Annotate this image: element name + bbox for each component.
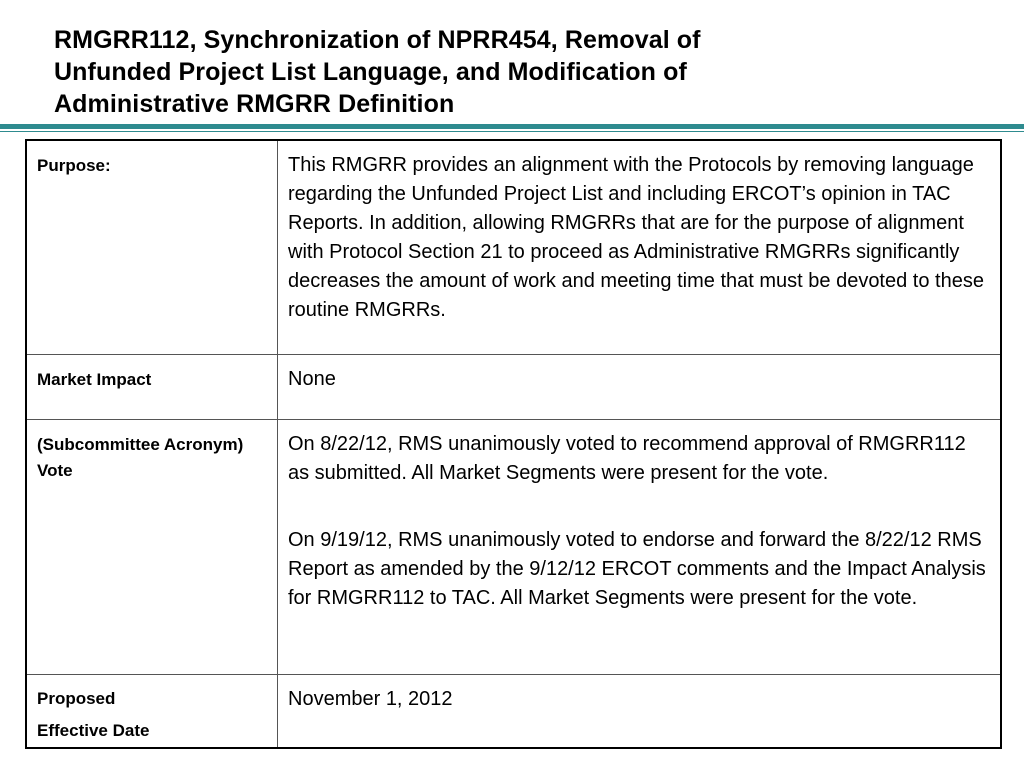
title-line-1: RMGRR112, Synchronization of NPRR454, Removal of [54, 26, 701, 54]
table-row-purpose [26, 140, 1001, 354]
effective-date-value [278, 675, 1000, 714]
effective-date-value-cell [278, 674, 1002, 748]
market-impact-value-cell [278, 354, 1002, 419]
vote-label: (Subcommittee Acronym) Vote [37, 434, 244, 480]
market-impact-label-cell [26, 354, 278, 419]
purpose-paragraph: This RMGRR provides an alignment with the Protocols by removing language regarding the Unfunded Project List and including ERCOT’s opinion in TAC Reports. In addition, allowing RMGRRs that are for the purpose of alignment with Protocol Section 21 to proceed as Administrative RMGRRs significantly decreases the amount of work and meeting time that must be devoted to these routine RMGRRs. [288, 154, 984, 321]
market-impact-label: Market Impact [37, 369, 152, 389]
title-divider [0, 124, 1024, 129]
table-row-vote [26, 419, 1001, 674]
vote-value [278, 420, 1000, 613]
title-line-2: Unfunded Project List Language, and Modification of [54, 58, 687, 86]
purpose-label: Purpose: [37, 156, 111, 175]
vote-paragraph-2: On 9/19/12, RMS unanimously voted to endorse and forward the 8/22/12 RMS Report as amended by the 9/12/12 ERCOT comments and the Impact Analysis for RMGRR112 to TAC. All Market Segments were present for the vote. [288, 528, 986, 609]
table-row-market-impact [26, 354, 1001, 419]
purpose-value-cell [278, 140, 1002, 354]
table-row-effective-date [26, 674, 1001, 748]
market-impact-value [278, 355, 1000, 394]
market-impact-paragraph: None [288, 367, 336, 390]
title-line-3: Administrative RMGRR Definition [54, 90, 455, 118]
vote-value-cell [278, 419, 1002, 674]
vote-label-cell [26, 419, 278, 674]
page-title [54, 24, 1004, 120]
effective-date-label: Proposed Effective Date [37, 688, 150, 740]
effective-date-label-cell [26, 674, 278, 748]
rmgrr-summary-table [25, 139, 1002, 749]
vote-paragraph-1: On 8/22/12, RMS unanimously voted to recommend approval of RMGRR112 as submitted. All Market Segments were present for the vote. [288, 432, 966, 484]
purpose-label-cell [26, 140, 278, 354]
effective-date-paragraph: November 1, 2012 [288, 687, 453, 710]
title-divider-thin [0, 131, 1024, 132]
purpose-value [278, 141, 1000, 325]
